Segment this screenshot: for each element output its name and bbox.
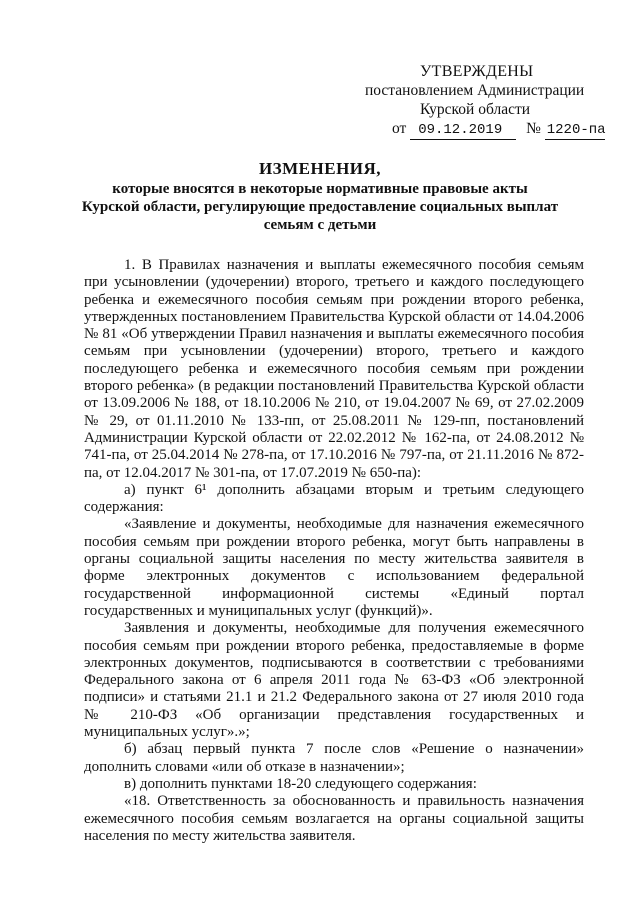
approval-date-number <box>360 119 605 140</box>
approval-date: 09.12.2019 <box>410 122 516 140</box>
paragraph: «Заявление и документы, необходимые для назначения ежемесячного пособия семьям при рождении второго ребенка, могут быть направлены в органы социальной защиты населения по месту жительства заявителя в форме электронных документов с использованием федеральной государственной информационной системы «Единый портал государственных и муниципальных услуг (функций)». <box>84 516 584 619</box>
heading-subtitle-3: семьям с детьми <box>263 217 377 233</box>
heading-subtitle-2: Курской области, регулирующие предоставление социальных выплат <box>81 199 559 215</box>
approval-title: УТВЕРЖДЕНЫ <box>420 63 534 80</box>
paragraph: 1. В Правилах назначения и выплаты ежемесячного пособия семьям при усыновлении (удочерении) второго, третьего и каждого последующего ребенка и ежемесячного пособия семьям при рождении второго ребенка, утвержденных постановлением Правительства Курской области от 14.04.2006 № 81 «Об утверждении Правил назначения и выплаты ежемесячного пособия семьям при усыновлении (удочерении) второго, третьего и каждого последующего ребенка и ежемесячного пособия семьям при рождении второго ребенка» (в редакции постановлений Правительства Курской области от 13.09.2006 № 188, от 18.10.2006 № 210, от 19.04.2007 № 69, от 27.02.2009 № 29, от 01.11.2010 № 133-пп, от 25.08.2011 № 129-пп, постановлений Администрации Курской области от 22.02.2012 № 162-па, от 24.08.2012 № 741-па, от 25.04.2014 № 278-па, от 17.10.2016 № 797-па, от 21.11.2016 № 872-па, от 12.04.2017 № 301-па, от 17.07.2019 № 650-па): <box>84 257 584 481</box>
number-prefix: № <box>526 120 541 137</box>
document-body <box>84 257 584 845</box>
paragraph: «18. Ответственность за обоснованность и правильность назначения ежемесячного пособия семьям возлагается на органы социальной защиты населения по месту жительства заявителя. <box>84 793 584 844</box>
approval-region: Курской области <box>420 101 531 118</box>
approval-number: 1220-па <box>546 122 606 138</box>
date-prefix: от <box>392 120 407 137</box>
document-heading <box>80 160 560 234</box>
approval-issuer: постановлением Администрации <box>365 82 585 99</box>
paragraph: б) абзац первый пункта 7 после слов «Решение о назначении» дополнить словами «или об отказе в назначении»; <box>84 741 584 775</box>
paragraph: а) пункт 6¹ дополнить абзацами вторым и третьим следующего содержания: <box>84 481 584 516</box>
paragraph: Заявления и документы, необходимые для получения ежемесячного пособия семьям при рождении второго ребенка, предоставляемые в форме электронных документов, подписываются в соответствии с требованиями Федерального закона от 6 апреля 2011 года № 63-ФЗ «Об электронной подписи» и статьями 21.1 и 21.2 Федерального закона от 27 июля 2010 года № 210-ФЗ «Об организации представления государственных и муниципальных услуг».»; <box>84 620 584 741</box>
heading-title: ИЗМЕНЕНИЯ, <box>258 159 382 178</box>
heading-subtitle-1: которые вносятся в некоторые нормативные правовые акты <box>112 181 528 197</box>
paragraph: в) дополнить пунктами 18-20 следующего содержания: <box>124 775 477 792</box>
approval-block <box>360 62 605 140</box>
